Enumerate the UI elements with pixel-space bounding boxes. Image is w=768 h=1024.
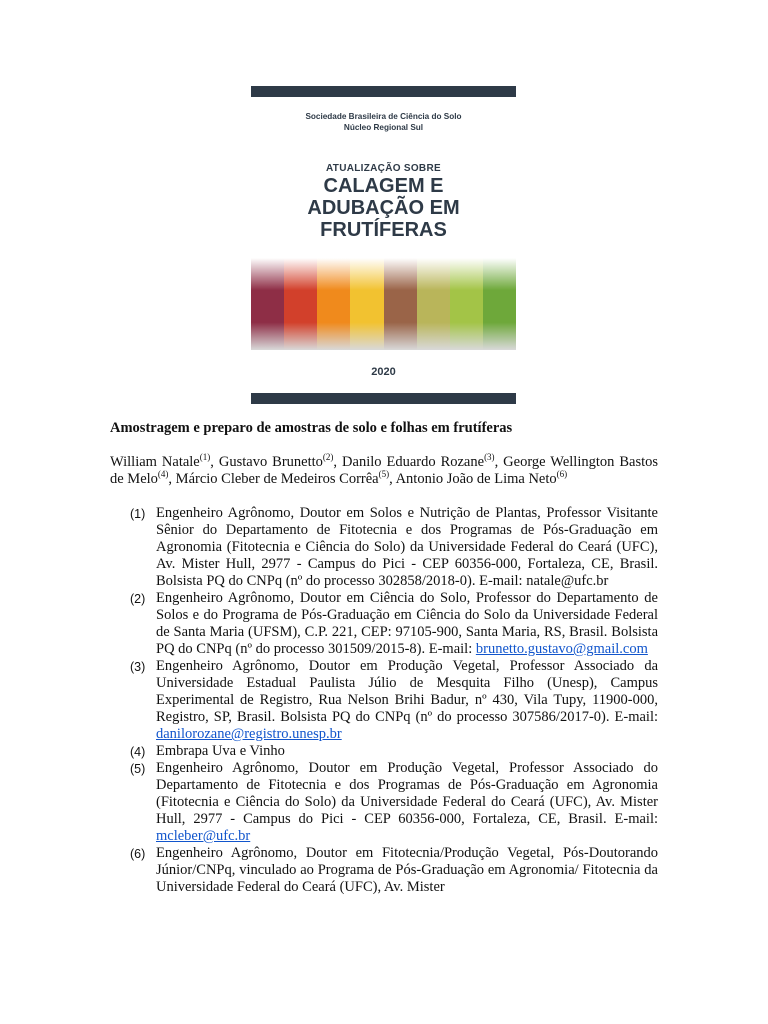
author-ref: (5)	[378, 469, 390, 480]
affiliation-item	[130, 743, 658, 760]
affiliation-text: Embrapa Uva e Vinho	[156, 743, 285, 759]
cover-fruit-image	[483, 258, 516, 350]
affiliation-number: (6)	[130, 847, 146, 861]
affiliation-item	[130, 590, 658, 658]
affiliation-text: Engenheiro Agrônomo, Doutor em Solos e Nutrição de Plantas, Professor Visitante Sênior do Departamento de Fitotecnia e dos Programas de Pós-Graduação em Agronomia (Fitotecnia e Ciência do Solo) da Universidade Federal do Ceará (UFC), Av. Mister Hull, 2977 - Campus do Pici - CEP 60356-000, Fortaleza, CE, Brasil. Bolsista PQ do CNPq (nº do processo 302858/2018-0). E-mail: natale@ufc.br	[156, 505, 658, 589]
affiliation-item	[130, 845, 658, 896]
author-list: William Natale$^{(1)}$, Gustavo Brunetto$^{(2)}$, Danilo Eduardo Rozane$^{(3)}$, George Wellington Bastos de Melo$^{(4)}$, Márcio Cleber de Medeiros Corrêa$^{(5)}$, Antonio João de Lima Neto$^{(6)}$	[110, 452, 659, 487]
cover-fruit-image	[384, 258, 417, 350]
author-ref: (1)	[199, 452, 211, 463]
affiliation-number: (5)	[130, 762, 146, 776]
author-name: Danilo Eduardo Rozane	[342, 454, 485, 470]
article-heading: Amostragem e preparo de amostras de solo e folhas em frutíferas	[110, 420, 513, 436]
cover-fruit-strip	[251, 258, 516, 350]
email-link[interactable]: mcleber@ufc.br	[156, 828, 251, 844]
cover-society	[251, 111, 516, 133]
affiliation-number: (2)	[130, 592, 146, 606]
author-name: Gustavo Brunetto	[218, 454, 323, 470]
affiliation-item	[130, 658, 658, 743]
affiliation-number: (4)	[130, 745, 146, 759]
affiliation-list	[130, 505, 658, 896]
author-name: Márcio Cleber de Medeiros Corrêa	[175, 471, 379, 487]
cover-title-line: CALAGEM E	[323, 175, 444, 197]
cover-bottom-bar	[251, 393, 516, 404]
cover-fruit-image	[317, 258, 350, 350]
affiliation-item	[130, 505, 658, 590]
author-ref: (3)	[484, 452, 495, 463]
cover-title-line: FRUTÍFERAS	[320, 219, 447, 241]
cover-fruit-image	[251, 258, 284, 350]
affiliation-text: Engenheiro Agrônomo, Doutor em Ciência do Solo, Professor do Departamento de Solos e do Programa de Pós-Graduação em Ciência do Solo da Universidade Federal de Santa Maria (UFSM), C.P. 221, CEP: 97105-900, Santa Maria, RS, Brasil. Bolsista PQ do CNPq (nº do processo 301509/2015-8). E-mail:	[156, 590, 658, 657]
cover-title	[251, 175, 516, 241]
cover-top-bar	[251, 86, 516, 97]
author-ref: (2)	[322, 452, 334, 463]
affiliation-item	[130, 760, 658, 845]
cover-society-name: Sociedade Brasileira de Ciência do Solo	[305, 112, 462, 121]
cover-pre-title: ATUALIZAÇÃO SOBRE	[326, 163, 441, 174]
cover-year: 2020	[371, 366, 396, 378]
cover-fruit-image	[350, 258, 383, 350]
affiliation-number: (1)	[130, 507, 146, 521]
cover-fruit-image	[450, 258, 483, 350]
cover-nucleus: Núcleo Regional Sul	[343, 123, 424, 132]
affiliation-text: Engenheiro Agrônomo, Doutor em Fitotecnia/Produção Vegetal, Pós-Doutorando Júnior/CNPq, vinculado ao Programa de Pós-Graduação em Agronomia/ Fitotecnia da Universidade Federal do Ceará (UFC), Av. Mister	[156, 845, 658, 895]
cover-title-line: ADUBAÇÃO EM	[307, 197, 460, 219]
email-link[interactable]: danilorozane@registro.unesp.br	[156, 726, 342, 742]
author-name: Antonio João de Lima Neto	[395, 471, 557, 487]
affiliation-text: Engenheiro Agrônomo, Doutor em Produção Vegetal, Professor Associado do Departamento de Fitotecnia e dos Programas de Pós-Graduação em Agronomia (Fitotecnia e Ciência do Solo) da Universidade Federal do Ceará (UFC), Av. Mister Hull, 2977 - Campus do Pici - CEP 60356-000, Fortaleza, CE, Brasil. E-mail:	[156, 760, 658, 827]
affiliation-number: (3)	[130, 660, 146, 674]
author-ref: (6)	[556, 469, 568, 480]
cover-fruit-image	[284, 258, 317, 350]
author-name: George Wellington Bastos de Melo	[110, 454, 659, 487]
author-ref: (4)	[157, 469, 169, 480]
author-name: William Natale	[110, 454, 200, 470]
cover-fruit-image	[417, 258, 450, 350]
affiliation-text: Engenheiro Agrônomo, Doutor em Produção Vegetal, Professor Associado da Universidade Estadual Paulista Júlio de Mesquita Filho (Unesp), Campus Experimental de Registro, Rua Nelson Brihi Badur, nº 430, Vila Tupy, 11900-000, Registro, SP, Brasil. Bolsista PQ do CNPq (nº do processo 307586/2017-0). E-mail:	[156, 658, 658, 725]
email-link[interactable]: brunetto.gustavo@gmail.com	[475, 641, 648, 657]
book-cover	[251, 86, 516, 404]
